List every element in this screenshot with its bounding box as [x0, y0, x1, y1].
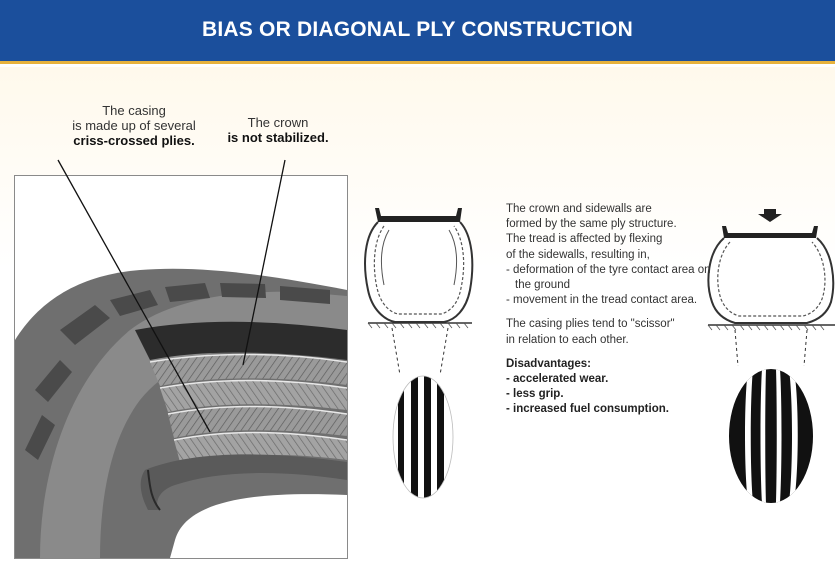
scissor-line: in relation to each other. [506, 333, 629, 346]
disadvantage-item: - increased fuel consumption. [506, 403, 669, 416]
tire-cutaway-illustration [15, 269, 347, 558]
tyre-cross-section-left [365, 208, 472, 375]
contact-patch-left [393, 376, 453, 498]
casing-callout-bold: criss-crossed plies. [73, 133, 195, 148]
description-text [506, 202, 716, 418]
intro-line: formed by the same ply structure. [506, 218, 677, 231]
crown-callout-bold: is not stabilized. [227, 130, 329, 145]
load-arrow-icon [758, 209, 782, 222]
tyre-cross-section-loaded-right [708, 209, 835, 366]
effect-item: - deformation of the tyre contact area on the ground [506, 263, 711, 292]
disadvantage-item: - accelerated wear. [506, 373, 609, 386]
casing-callout-line1: The casing [102, 103, 166, 118]
intro-line: The tread is affected by flexing [506, 233, 663, 246]
crown-callout-line1: The crown [247, 115, 309, 130]
casing-callout-line2: is made up of several [72, 118, 196, 133]
intro-line: of the sidewalls, resulting in, [506, 248, 650, 261]
disadvantage-item: - less grip. [506, 388, 564, 401]
disadvantages-heading: Disadvantages: [506, 357, 592, 370]
intro-line: The crown and sidewalls are [506, 203, 652, 215]
effect-item: - movement in the tread contact area. [506, 294, 698, 307]
contact-patch-right [729, 369, 813, 503]
page-title: BIAS OR DIAGONAL PLY CONSTRUCTION [202, 18, 633, 41]
scissor-line: The casing plies tend to "scissor" [506, 318, 675, 331]
